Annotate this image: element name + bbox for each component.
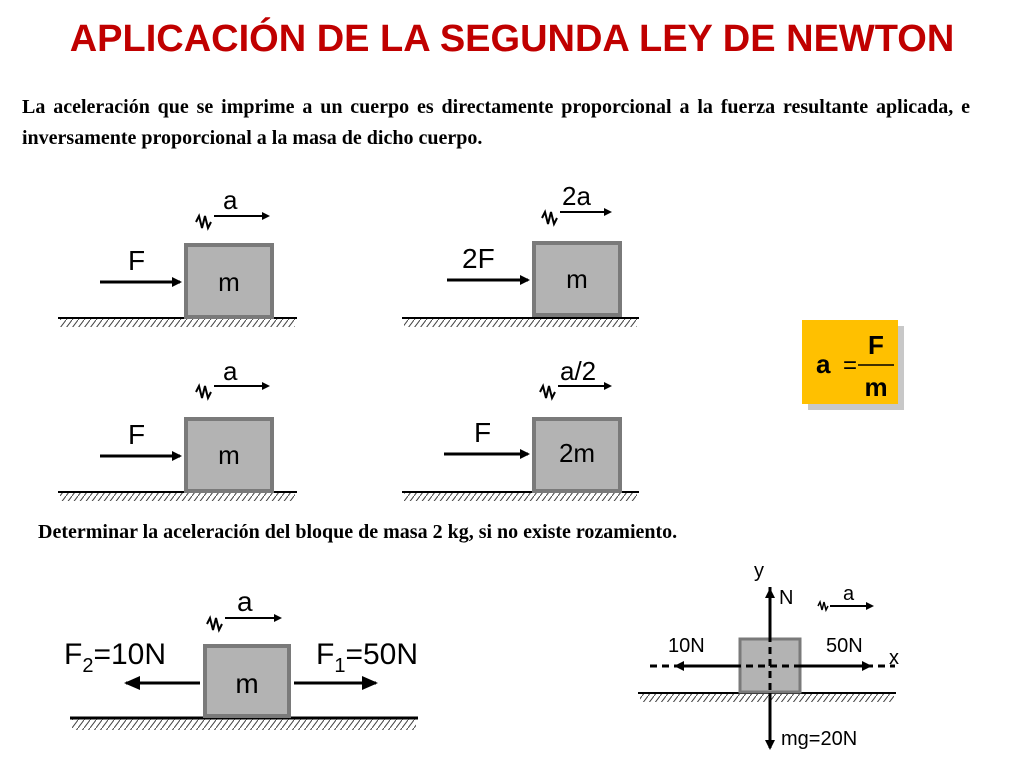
weight-label: mg=20N bbox=[781, 728, 858, 750]
left-force-label: 10N bbox=[668, 635, 705, 657]
force-label: 2F bbox=[462, 243, 495, 274]
force-label: F bbox=[128, 245, 146, 276]
acceleration-label: a bbox=[223, 356, 238, 386]
page-title: APLICACIÓN DE LA SEGUNDA LEY DE NEWTON bbox=[69, 18, 955, 60]
force-f1-subscript: 1 bbox=[334, 655, 346, 677]
y-axis-label: y bbox=[754, 560, 764, 582]
formula-numerator: F bbox=[868, 330, 884, 360]
free-body-diagram bbox=[638, 560, 899, 750]
motion-squiggle bbox=[196, 386, 211, 398]
acceleration-label: a bbox=[237, 586, 253, 617]
formula-box bbox=[802, 320, 904, 410]
block-mass-label: m bbox=[566, 264, 588, 294]
intro-paragraph: La aceleración que se imprime a un cuerpo es directamente proporcional a la fuerza resultante aplicada, e inversamente proporcional a la masa de dicho cuerpo. bbox=[22, 96, 970, 149]
block-mass-label: 2m bbox=[558, 438, 596, 468]
motion-squiggle bbox=[196, 216, 211, 228]
force-f1-label bbox=[316, 638, 418, 677]
block-mass-label: m bbox=[235, 668, 259, 699]
force-label: F bbox=[474, 417, 492, 448]
acceleration-label: a/2 bbox=[560, 356, 597, 386]
force-f2-label bbox=[64, 638, 166, 677]
right-force-label: 50N bbox=[826, 635, 863, 657]
panel-4 bbox=[402, 356, 639, 501]
motion-squiggle bbox=[542, 212, 557, 224]
force-f1-value: =50N bbox=[345, 638, 419, 671]
block-mass-label: m bbox=[218, 267, 240, 297]
x-axis-label: x bbox=[889, 647, 899, 669]
motion-squiggle bbox=[818, 602, 828, 610]
force-f1-symbol: F bbox=[316, 638, 335, 671]
block-mass-label: m bbox=[218, 440, 240, 470]
panel-2 bbox=[402, 181, 639, 327]
acceleration-label: 2a bbox=[562, 181, 591, 211]
acceleration-label: a bbox=[223, 185, 238, 215]
panel-1 bbox=[58, 185, 297, 327]
formula-lhs: a bbox=[816, 349, 831, 379]
panel-3 bbox=[58, 356, 297, 501]
problem-statement: Determinar la aceleración del bloque de masa 2 kg, si no existe rozamiento. bbox=[38, 521, 678, 543]
force-f2-symbol: F bbox=[64, 638, 83, 671]
force-label: F bbox=[128, 419, 146, 450]
force-f2-subscript: 2 bbox=[82, 655, 94, 677]
motion-squiggle bbox=[540, 386, 555, 398]
problem-diagram bbox=[64, 586, 418, 730]
formula-denominator: m bbox=[864, 372, 888, 402]
normal-force-label: N bbox=[779, 587, 794, 609]
formula-equals: = bbox=[843, 352, 858, 379]
motion-squiggle bbox=[207, 618, 222, 630]
acceleration-label: a bbox=[843, 583, 855, 605]
force-f2-value: =10N bbox=[93, 638, 167, 671]
ground-hatch bbox=[72, 718, 416, 730]
